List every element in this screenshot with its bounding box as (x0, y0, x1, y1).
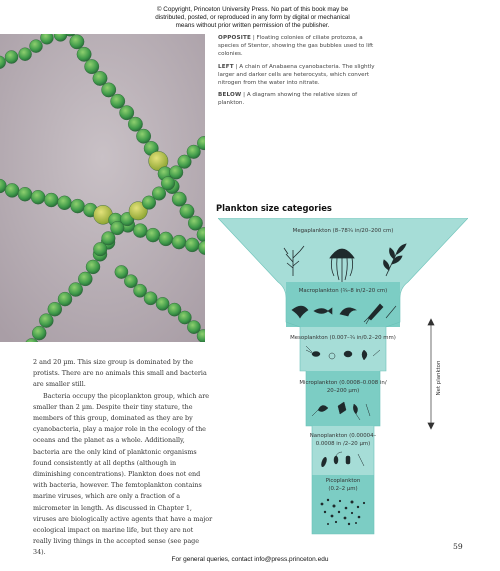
page-number: 59 (453, 542, 463, 551)
cyanobacteria-cell (156, 297, 169, 310)
macroplankton-label: Macroplankton (¾–8 in/2–20 cm) (298, 288, 388, 294)
copyright-line: © Copyright, Princeton University Press. No part of this book may be (156, 6, 349, 13)
cyanobacteria-cell (77, 47, 91, 61)
cyanobacteria-cell (172, 192, 186, 206)
microplankton-label: Microplankton (0.0008–0.008 in/ (299, 380, 387, 386)
cyanobacteria-cell (39, 314, 53, 328)
cyanobacteria-cell (86, 260, 100, 274)
plankton-size-diagram (218, 218, 468, 538)
megaplankton-label: Megaplankton (8–78¾ in/20–200 cm) (292, 228, 394, 234)
cyanobacteria-cell (78, 272, 92, 286)
cyanobacteria-cell (58, 292, 72, 306)
cyanobacteria-cell (71, 199, 85, 213)
section-title: Plankton size categories (216, 203, 332, 213)
nanoplankton-label: Nanoplankton (0.00004– (309, 433, 377, 439)
funnel-band-mesoplankton (300, 327, 386, 371)
cyanobacteria-cell (161, 177, 175, 191)
caption-lead: OPPOSITE (218, 35, 252, 41)
net-plankton-label: Net plankton (436, 360, 442, 396)
cyanobacteria-cell (5, 183, 19, 197)
cyanobacteria-cell (128, 117, 142, 131)
cyanobacteria-cell (159, 232, 173, 246)
body-paragraph: 2 and 20 µm. This size group is dominated by the protists. There are no animals this small and bacteria are smaller still. (33, 358, 207, 389)
footer-contact: For general queries, contact info@press.princeton.edu (171, 556, 329, 563)
mesoplankton-label: Mesoplankton (0.007–¾ in/0.2–20 mm) (290, 335, 396, 341)
body-text (33, 357, 213, 559)
cyanobacteria-cell (185, 238, 199, 252)
cyanobacteria-cell (44, 193, 58, 207)
caption-lead: BELOW (218, 92, 242, 99)
caption-opposite (218, 34, 378, 59)
copyright-line: means without prior written permission of the publisher. (175, 22, 330, 29)
caption-below (218, 91, 378, 107)
cyanobacteria-cell (93, 71, 107, 85)
cyanobacteria-cell (18, 187, 32, 201)
cyanobacteria-cell (136, 129, 150, 143)
cyanobacteria-cell (30, 40, 43, 53)
copyright-line: distributed, posted, or reproduced in any form by digital or mechanical (155, 14, 350, 21)
ostracod-icon (344, 351, 352, 357)
cyanobacteria-cell (19, 48, 32, 61)
cyanobacteria-cell (31, 190, 45, 204)
cyanobacteria-cell (69, 283, 83, 297)
caption-text: | Floating colonies of ciliate protozoa, a species of Stentor, showing the gas bubbles used to lift colonies. (218, 35, 374, 58)
flagellate-icon (334, 456, 338, 464)
caption-text: | A diagram showing the relative sizes of plankton. (218, 92, 358, 107)
cyanobacteria-cell (146, 228, 160, 242)
coccolith-icon (346, 456, 350, 464)
cyanobacteria-cell (188, 216, 202, 230)
cyanobacteria-cell (32, 326, 46, 340)
nanoplankton-label-2: 0.0008 in /2–20 µm) (315, 441, 371, 447)
caption-lead: LEFT (218, 63, 234, 70)
picoplankton-label: Picoplankton (325, 478, 361, 484)
cyanobacteria-cell (58, 196, 72, 210)
copyright-notice (150, 6, 355, 30)
cyanobacteria-cell (144, 292, 157, 305)
caption-left (218, 63, 378, 88)
cyanobacteria-cell (85, 59, 99, 73)
net-plankton-arrow (428, 319, 434, 429)
cyanobacteria-cell (180, 204, 194, 218)
copepod-icon (312, 352, 320, 357)
caption-block (218, 34, 378, 112)
cyanobacteria-cell (48, 302, 62, 316)
cyanobacteria-cell (102, 83, 116, 97)
caption-text: | A chain of Anabaena cyanobacteria. The slightly larger and darker cells are heterocysts, which convert nitrogen from the water into nitrate. (218, 63, 375, 87)
body-paragraph: Bacteria occupy the picoplankton group, which are smaller than 2 µm. Despite their tiny stature, the members of this group, dominated as they are by cyanobacteria, play a major role in the ecology of the oceans and the planet as a whole. Additionally, bacteria are the only kind of planktonic organisms found consistently at all depths (although in diminishing concentrations). Plankton does not end with bacteria, however. The femtoplankton contains marine viruses, which are only a fraction of a micrometer in length. As discussed in Chapter 1, viruses are biologically active agents that have a major ecological impact on marine life, but they are not really living things in the accepted sense (see page 34). (33, 391, 213, 557)
cyanobacteria-cell (133, 224, 147, 238)
microplankton-label-2: 20–200 µm) (326, 388, 360, 394)
cyanobacteria-cell (5, 51, 18, 64)
cyanobacteria-cell (111, 94, 125, 108)
cyanobacteria-cell (172, 235, 186, 249)
cyanobacteria-cell (70, 35, 84, 49)
cyanobacteria-cell (120, 106, 134, 120)
cyanobacteria-cell (93, 242, 107, 256)
anabaena-photo (0, 34, 205, 342)
picoplankton-label-2: (0.2–2 µm) (328, 486, 358, 492)
